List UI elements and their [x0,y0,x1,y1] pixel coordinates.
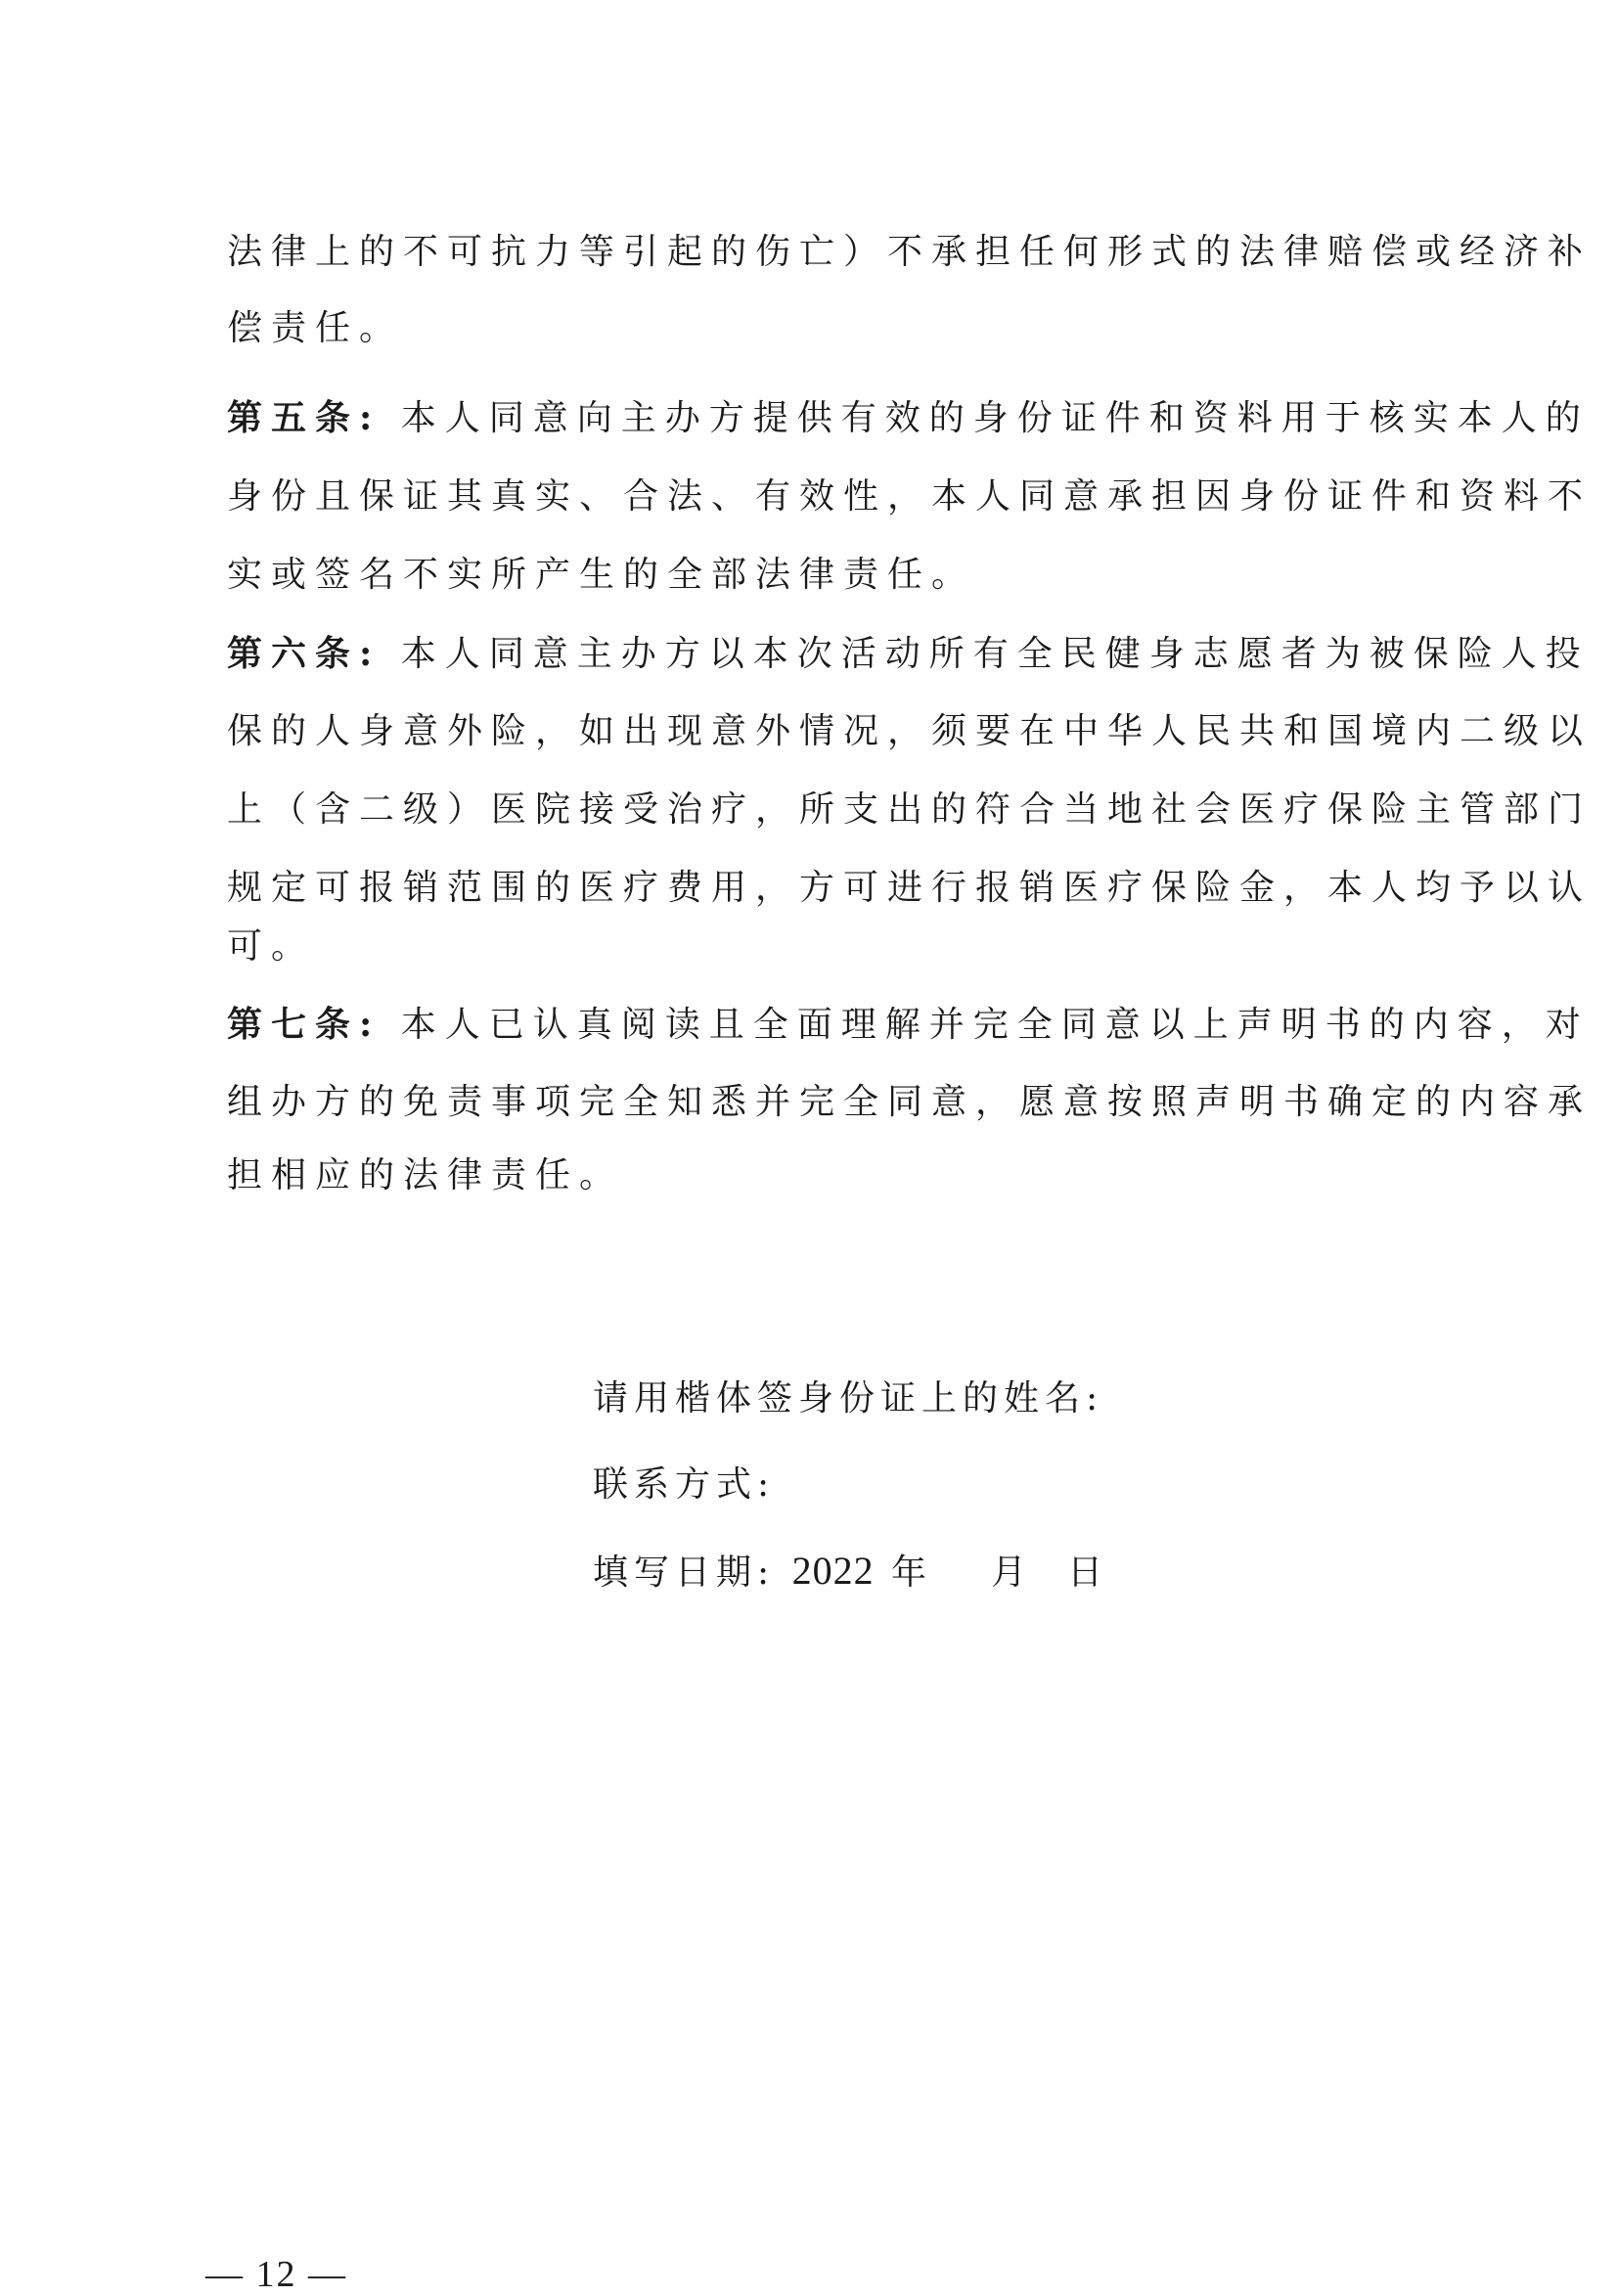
signature-name-label: 请用楷体签身份证上的姓名: [593,1378,1104,1418]
article-6-text-1: 本人同意主办方以本次活动所有全民健身志愿者为被保险人投 [381,634,1590,674]
signature-date-month-unit: 月 [991,1553,1033,1593]
article-5-text-1: 本人同意向主办方提供有效的身份证件和资料用于核实本人的 [381,398,1590,438]
signature-date-year-unit: 年 [891,1553,933,1593]
article-7-line-3: 担相应的法律责任。 [227,1155,624,1195]
article-6-line-1 [227,632,1590,676]
article-7-line-2: 组办方的免责事项完全知悉并完全同意，愿意按照声明书确定的内容承 [227,1082,1593,1122]
article-5-line-3: 实或签名不实所产生的全部法律责任。 [227,555,976,595]
signature-date-row [593,1550,1108,1595]
article-7-line-1 [227,1003,1590,1047]
article-6-line-4: 规定可报销范围的医疗费用，方可进行报销医疗保险金，本人均予以认 [227,868,1593,908]
article-7-text-1: 本人已认真阅读且全面理解并完全同意以上声明书的内容，对 [381,1005,1590,1045]
article-5-line-1 [227,396,1590,440]
article-5-label: 第五条: [227,397,382,438]
signature-date-year: 2022 [791,1549,875,1593]
article-6-label: 第六条: [227,633,382,674]
article-5-line-2: 身份且保证其真实、合法、有效性，本人同意承担因身份证件和资料不 [227,476,1593,517]
article-7-label: 第七条: [227,1004,382,1045]
signature-contact-label: 联系方式: [593,1464,776,1505]
page-number: — 12 — [205,2254,347,2295]
article-6-line-2: 保的人身意外险，如出现意外情况，须要在中华人民共和国境内二级以 [227,711,1593,751]
clause-continuation-line-2: 偿责任。 [227,308,404,348]
signature-date-day-unit: 日 [1067,1553,1109,1593]
signature-date-label: 填写日期: [593,1553,776,1593]
article-6-line-3: 上（含二级）医院接受治疗，所支出的符合当地社会医疗保险主管部门 [227,789,1593,830]
clause-continuation-line-1: 法律上的不可抗力等引起的伤亡）不承担任何形式的法律赔偿或经济补 [227,232,1593,272]
article-6-line-5: 可。 [227,926,316,967]
